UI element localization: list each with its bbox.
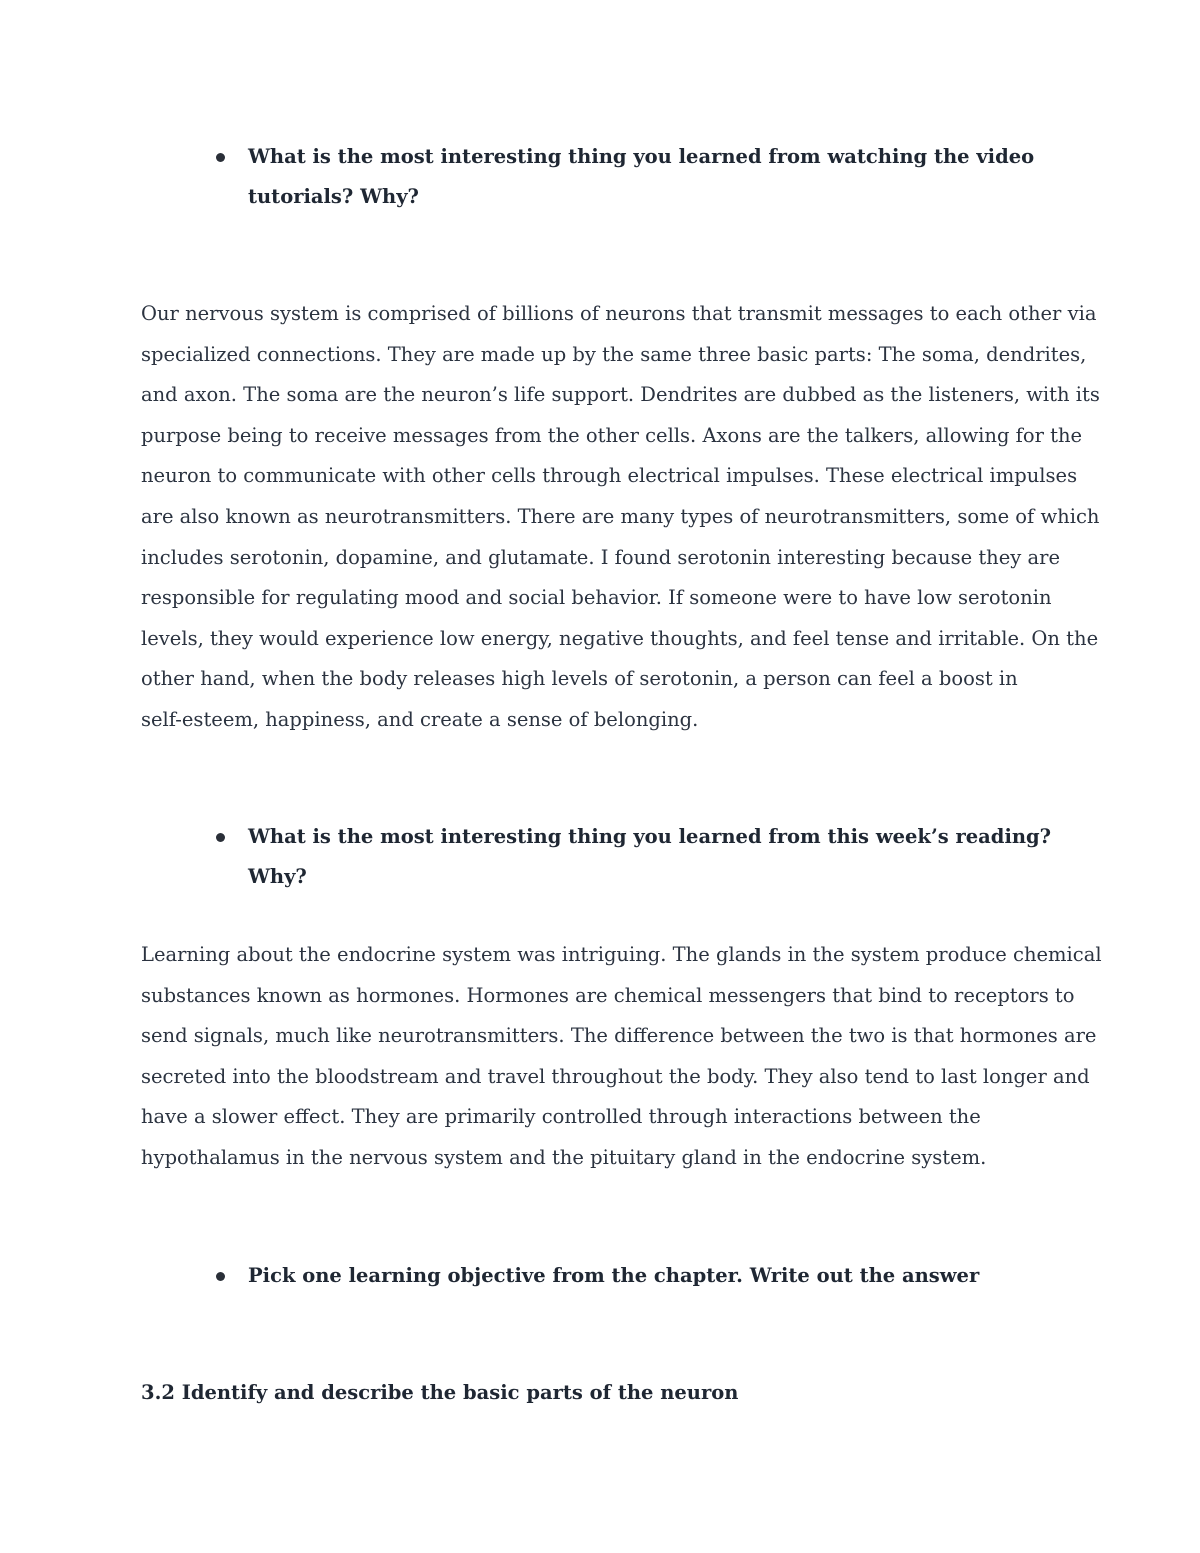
answer-1-line: specialized connections. They are made up by the same three basic parts: The soma, dendrites,	[141, 342, 1087, 366]
answer-2-line: hypothalamus in the nervous system and the pituitary gland in the endocrine system.	[141, 1145, 987, 1169]
answer-1-line: are also known as neurotransmitters. There are many types of neurotransmitters, some of which	[141, 504, 1100, 528]
question-3	[248, 1256, 1058, 1296]
answer-2-line: have a slower effect. They are primarily controlled through interactions between the	[141, 1105, 981, 1129]
answer-1-line: responsible for regulating mood and social behavior. If someone were to have low serotonin	[141, 586, 1052, 610]
bullet-icon	[216, 1272, 225, 1281]
question-2	[248, 817, 1058, 897]
question-3-text: Pick one learning objective from the chapter. Write out the answer	[248, 1264, 980, 1287]
answer-2-line: send signals, much like neurotransmitters. The difference between the two is that hormones are	[141, 1024, 1097, 1048]
answer-1-line: Our nervous system is comprised of billions of neurons that transmit messages to each other via	[141, 302, 1097, 325]
answer-1-paragraph	[141, 294, 1100, 741]
answer-1-line: neuron to communicate with other cells through electrical impulses. These electrical impulses	[141, 464, 1078, 488]
answer-1-line: levels, they would experience low energy, negative thoughts, and feel tense and irritable. On the	[141, 626, 1099, 650]
answer-1-line: and axon. The soma are the neuron’s life support. Dendrites are dubbed as the listeners, with its	[141, 383, 1100, 407]
answer-1-line: self-esteem, happiness, and create a sense of belonging.	[141, 707, 699, 731]
answer-1-line: other hand, when the body releases high levels of serotonin, a person can feel a boost in	[141, 667, 1018, 691]
answer-2-line: secreted into the bloodstream and travel throughout the body. They also tend to last longer and	[141, 1064, 1090, 1088]
answer-1-line: includes serotonin, dopamine, and glutamate. I found serotonin interesting because they are	[141, 545, 1060, 569]
answer-2-line: substances known as hormones. Hormones are chemical messengers that bind to receptors to	[141, 983, 1075, 1007]
answer-2-line: Learning about the endocrine system was intriguing. The glands in the system produce chemical	[141, 943, 1102, 966]
answer-2-paragraph	[141, 935, 1102, 1179]
question-2-text: What is the most interesting thing you learned from this week’s reading? Why?	[248, 825, 1052, 888]
question-1	[248, 137, 1058, 217]
bullet-icon	[216, 153, 225, 162]
question-1-line-1: What is the most interesting thing you learned from watching the video	[248, 145, 1035, 168]
question-1-line-2: tutorials? Why?	[248, 185, 419, 208]
bullet-icon	[216, 833, 225, 842]
objective-heading: 3.2 Identify and describe the basic parts of the neuron	[141, 1381, 739, 1404]
answer-1-line: purpose being to receive messages from the other cells. Axons are the talkers, allowing for the	[141, 423, 1083, 447]
